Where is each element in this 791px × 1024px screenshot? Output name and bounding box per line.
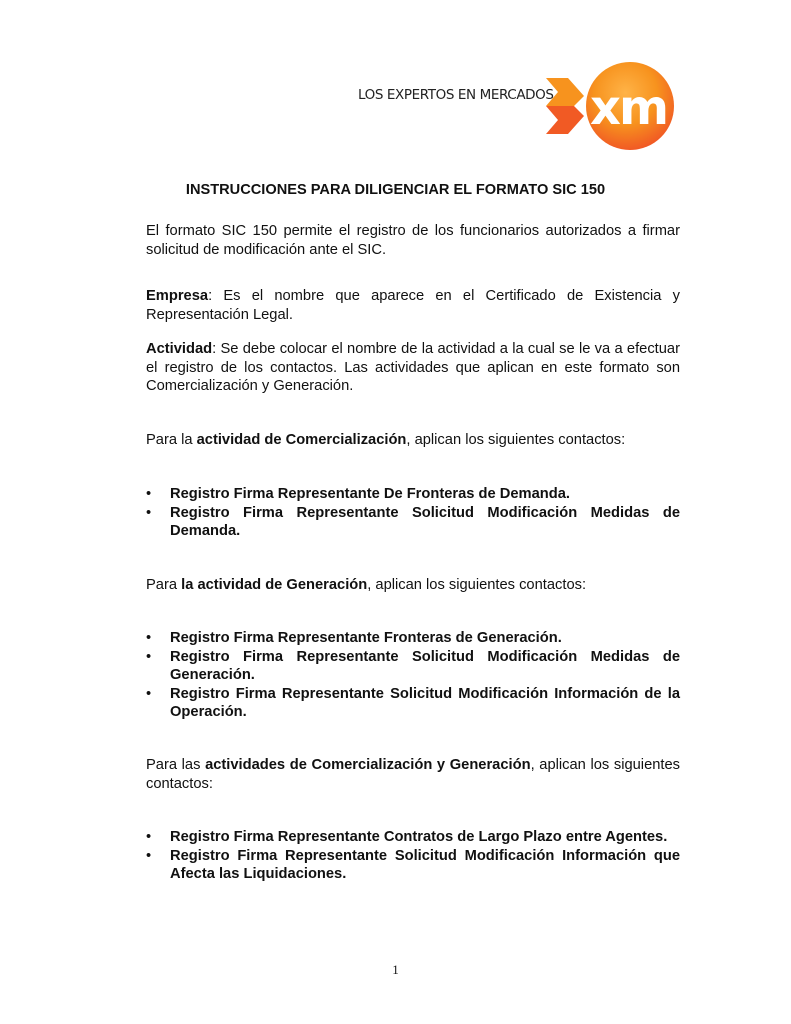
list-item bbox=[146, 685, 680, 722]
section-prefix: Para la bbox=[146, 432, 197, 448]
bullet-icon: • bbox=[146, 630, 152, 646]
actividad-label: Actividad bbox=[146, 341, 213, 357]
intro-text: El formato SIC 150 permite el registro de los funcionarios autorizados a firmar solicitud de modificación ante el SIC. bbox=[146, 223, 680, 258]
list-item-text: Registro Firma Representante Solicitud Modificación Información que Afecta las Liquidaciones. bbox=[170, 847, 680, 883]
list-item bbox=[146, 847, 680, 884]
empresa-paragraph bbox=[146, 287, 680, 324]
list-item bbox=[146, 629, 680, 648]
bullet-icon: • bbox=[146, 486, 152, 502]
bullet-icon: • bbox=[146, 847, 152, 864]
section-bold: la actividad de Generación bbox=[181, 577, 368, 593]
section-prefix: Para las bbox=[146, 757, 206, 773]
list-item-text: Registro Firma Representante Solicitud Modificación Medidas de Demanda. bbox=[170, 504, 680, 540]
list-item-text: Registro Firma Representante Solicitud Modificación Información de la Operación. bbox=[170, 685, 680, 721]
list-item-text: Registro Firma Representante Fronteras de Generación. bbox=[170, 630, 562, 646]
empresa-text: : Es el nombre que aparece en el Certificado de Existencia y Representación Legal. bbox=[146, 288, 680, 323]
logo-tagline: LOS EXPERTOS EN MERCADOS bbox=[358, 87, 554, 103]
list-item bbox=[146, 828, 680, 847]
bullet-icon: • bbox=[146, 648, 152, 665]
section-suffix: , aplican los siguientes contactos: bbox=[406, 432, 626, 448]
section-comercializacion-heading bbox=[146, 431, 680, 450]
document-title: INSTRUCCIONES PARA DILIGENCIAR EL FORMATO SIC 150 bbox=[185, 182, 606, 198]
bullet-icon: • bbox=[146, 829, 152, 845]
bullet-icon: • bbox=[146, 504, 152, 521]
actividad-paragraph bbox=[146, 340, 680, 396]
svg-text:xm: xm bbox=[590, 80, 667, 136]
section-bold: actividades de Comercialización y Generación bbox=[205, 757, 531, 773]
actividad-text: : Se debe colocar el nombre de la actividad a la cual se le va a efectuar el registro de los contactos. Las actividades que aplican en este formato son Comercialización y Generación. bbox=[146, 341, 680, 395]
list-item bbox=[146, 485, 680, 504]
section-generacion-heading bbox=[146, 576, 680, 595]
bullet-icon: • bbox=[146, 685, 152, 702]
list-item-text: Registro Firma Representante De Fronteras de Demanda. bbox=[170, 486, 570, 502]
intro-paragraph bbox=[146, 222, 680, 259]
xm-logo bbox=[358, 66, 678, 146]
list-item-text: Registro Firma Representante Contratos de Largo Plazo entre Agentes. bbox=[170, 829, 668, 845]
list-item bbox=[146, 648, 680, 685]
section-suffix: , aplican los siguientes contactos: bbox=[367, 577, 587, 593]
comercializacion-contacts-list bbox=[146, 485, 680, 541]
section-suffix: , aplican los siguientes contactos: bbox=[146, 757, 681, 792]
list-item bbox=[146, 504, 680, 541]
section-prefix: Para bbox=[146, 577, 182, 593]
empresa-label: Empresa bbox=[146, 288, 209, 304]
page-number: 1 bbox=[392, 962, 399, 977]
section-ambas-heading bbox=[146, 756, 680, 793]
section-bold: actividad de Comercialización bbox=[196, 432, 407, 448]
generacion-contacts-list bbox=[146, 629, 680, 722]
xm-logo-icon bbox=[546, 60, 678, 152]
list-item-text: Registro Firma Representante Solicitud Modificación Medidas de Generación. bbox=[170, 648, 680, 684]
ambas-contacts-list bbox=[146, 828, 680, 884]
